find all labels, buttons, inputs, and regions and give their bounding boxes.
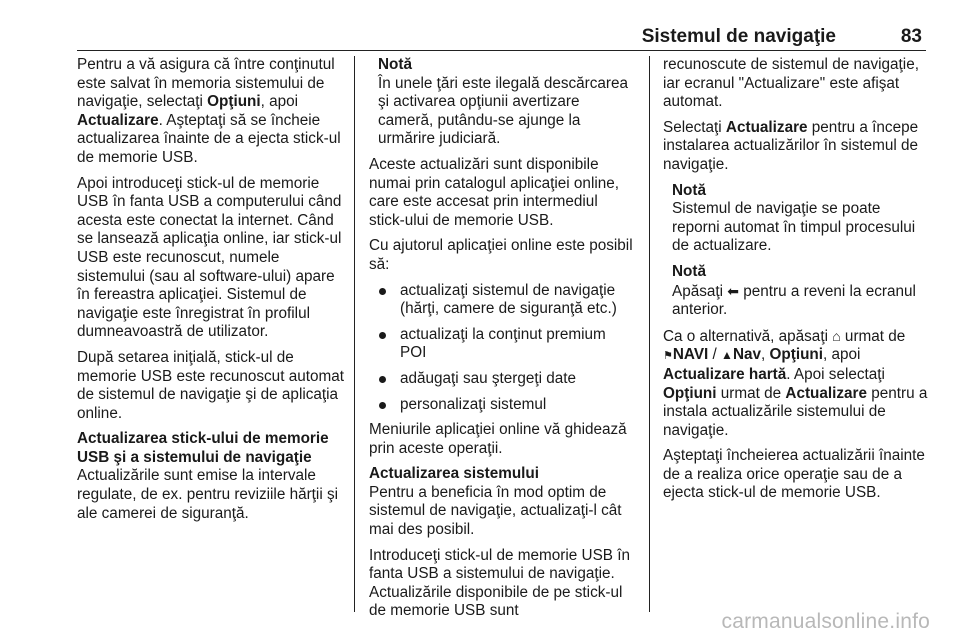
note-text: Apăsaţi ⬅︎ pentru a reveni la ecranul anterior. bbox=[672, 282, 916, 319]
paragraph: Selectaţi Actualizare pentru a începe instalarea actualizărilor în sistemul de navigaţie. bbox=[663, 118, 919, 173]
column-right bbox=[663, 56, 931, 510]
note-title: Notă bbox=[672, 262, 706, 280]
paragraph: Pentru a beneficia în mod optim de sistemul de navigaţie, actualizaţi-l cât mai des posibil. bbox=[369, 483, 622, 539]
page-header bbox=[77, 26, 926, 51]
flag-icon: ⚑ bbox=[663, 350, 673, 363]
section-heading: Actualizarea stick-ului de memorie USB şi a sistemului de navigaţie bbox=[77, 430, 329, 466]
paragraph: Aşteptaţi încheierea actualizării înainte de a realiza orice operaţie sau de a ejecta stick-ul de memorie USB. bbox=[663, 447, 925, 502]
note-text: În unele ţări este ilegală descărcarea şi activarea opţiunii avertizare cameră, putându-se ajunge la urmărire judiciară. bbox=[378, 74, 629, 148]
paragraph: Meniurile aplicaţiei online vă ghidează prin aceste operaţii. bbox=[369, 421, 627, 457]
note-box bbox=[663, 263, 931, 320]
paragraph: Introduceţi stick-ul de memorie USB în fanta USB a sistemului de navigaţie. Actualizările disponibile de pe stick-ul de memorie USB sunt bbox=[369, 546, 630, 620]
paragraph: Cu ajutorul aplicaţiei online este posibil să: bbox=[369, 237, 633, 273]
page-title: Sistemul de navigaţie bbox=[641, 26, 836, 47]
list-item: adăugaţi sau ştergeţi date bbox=[369, 370, 634, 389]
bullet-list bbox=[369, 282, 634, 415]
watermark: carmanualsonline.info bbox=[721, 610, 930, 633]
paragraph: Ca o alternativă, apăsaţi ⌂ urmat de ⚑NAVI / ▲Nav, Opţiuni, apoi Actualizare hartă. Apoi selectaţi Opţiuni urmat de Actualizare pentru a instala actualizările sistemului de navigaţie. bbox=[663, 327, 928, 439]
paragraph: Aceste actualizări sunt disponibile numai prin catalogul aplicaţiei online, care este accesat prin intermediul stick-ului de memorie USB. bbox=[369, 155, 620, 229]
note-title: Notă bbox=[672, 181, 706, 199]
list-item: actualizaţi sistemul de navigaţie (hărţi, camere de siguranţă etc.) bbox=[369, 282, 634, 319]
list-item: actualizaţi la conţinut premium POI bbox=[369, 326, 634, 363]
note-text: Sistemul de navigaţie se poate reporni automat în timpul procesului de actualizare. bbox=[672, 200, 916, 255]
column-divider bbox=[649, 56, 650, 612]
page-number: 83 bbox=[900, 26, 922, 47]
list-item: personalizaţi sistemul bbox=[369, 396, 634, 415]
paragraph: Actualizările sunt emise la intervale regulate, de ex. pentru reviziile hărţii şi ale camerei de siguranţă. bbox=[77, 467, 339, 522]
paragraph: recunoscute de sistemul de navigaţie, iar ecranul "Actualizare" este afişat automat. bbox=[663, 56, 919, 111]
column-middle bbox=[369, 56, 634, 628]
note-box bbox=[663, 182, 931, 256]
column-divider bbox=[354, 56, 355, 612]
subsection-heading: Actualizarea sistemului bbox=[369, 465, 540, 483]
paragraph: Apoi introduceţi stick-ul de memorie USB în fanta USB a computerului când acesta este conectat la internet. Când se lansează aplicaţia online, iar stick-ul USB este recunoscut, numele sistemului (sau al software-ului) apare în fereastra aplicaţiei. Sistemul de navigaţie este înregistrat în profilul dumneavoastră de utilizator. bbox=[77, 174, 342, 341]
paragraph: După setarea iniţială, stick-ul de memorie USB este recunoscut automat de sistemul de navigaţie şi de aplicaţia online. bbox=[77, 348, 344, 422]
note-box bbox=[369, 56, 634, 149]
paragraph: Pentru a vă asigura că între conţinutul este salvat în memoria sistemului de navigaţie, selectaţi Opţiuni, apoi Actualizare. Aşteptaţi să se încheie actualizarea înainte de a ejecta stick-ul de memorie USB. bbox=[77, 56, 341, 166]
home-icon: ⌂ bbox=[832, 327, 841, 344]
navigation-arrow-icon: ▲ bbox=[721, 348, 733, 363]
back-arrow-icon: ⬅︎ bbox=[727, 282, 740, 299]
note-title: Notă bbox=[378, 56, 412, 73]
column-left bbox=[77, 56, 344, 530]
